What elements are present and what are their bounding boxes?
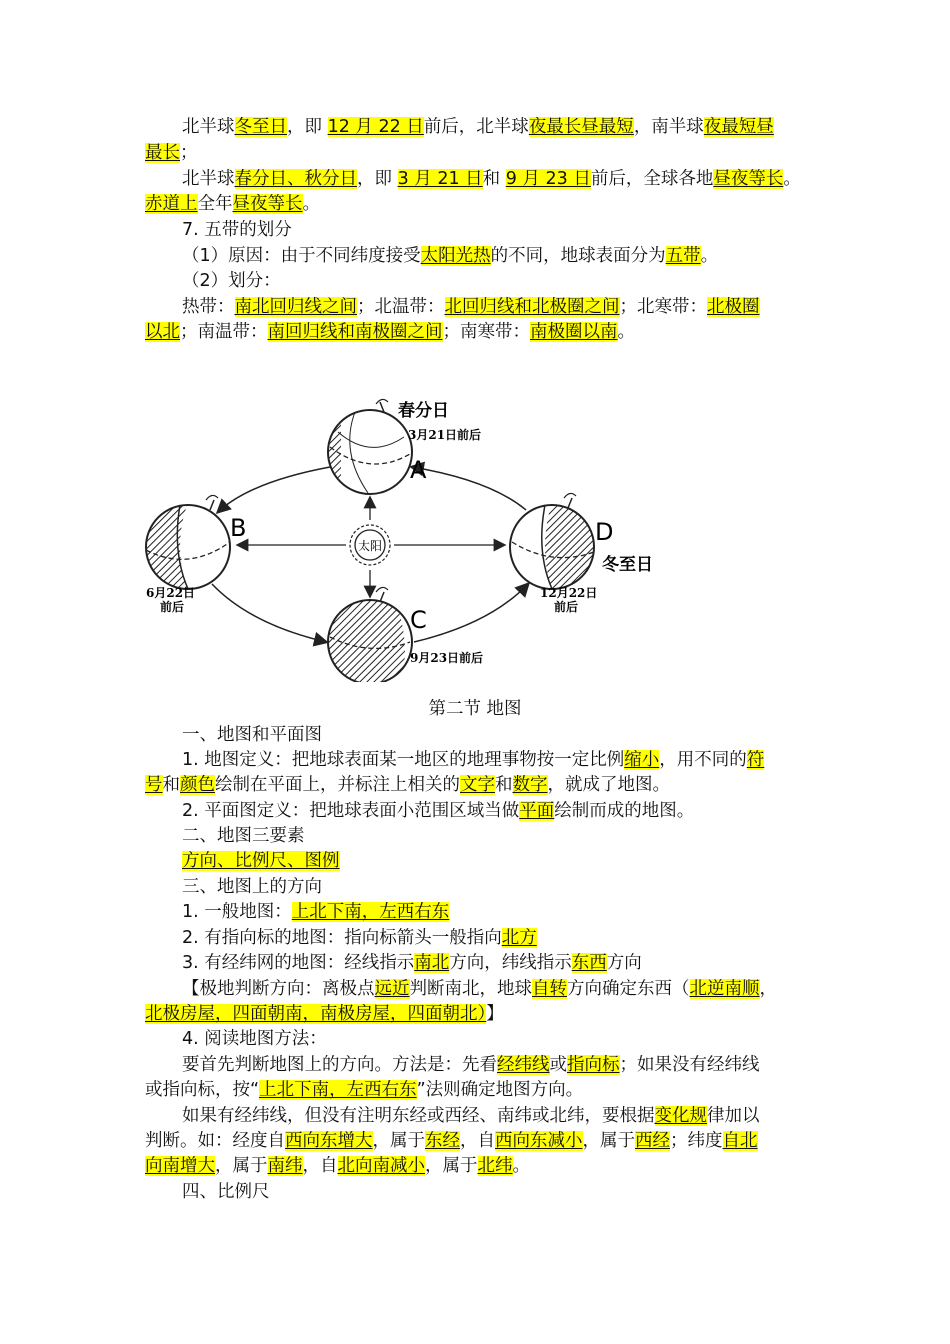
plain-text: 北半球 [182, 169, 235, 189]
plain-text: ，即 [287, 117, 328, 137]
label-c: C [410, 606, 427, 634]
plain-text: 和 [162, 775, 180, 795]
plain-text: ，自 [302, 1156, 338, 1176]
orbit-arrow-cd [414, 584, 528, 642]
plain-text: 或指向标，按“ [145, 1080, 260, 1100]
highlighted-text: 最长 [145, 143, 180, 163]
highlighted-text: 北极圈 [707, 297, 760, 317]
highlighted-text: 北逆南顺 [689, 979, 760, 999]
highlighted-text: 北方 [501, 928, 537, 948]
highlighted-text: 春分日、秋分日 [234, 169, 357, 189]
highlighted-text: 文字 [460, 775, 495, 795]
winter-title: 冬至日 [602, 555, 653, 575]
text-line [182, 1026, 852, 1052]
text-line [182, 823, 852, 849]
plain-text: 方向，纬线指示 [449, 953, 572, 973]
plain-text: 要首先判断地图上的方向。方法是：先看 [182, 1055, 497, 1075]
highlighted-text: 夜最长昼最短 [528, 117, 634, 137]
text-line [182, 747, 852, 773]
plain-text: ；南温带： [180, 322, 268, 342]
winter-date: 12月22日 [540, 586, 598, 600]
highlighted-text: 冬至日 [234, 117, 287, 137]
plain-text: 1. 一般地图： [182, 902, 292, 922]
text-line [145, 1077, 815, 1103]
plain-text: 4. 阅读地图方法： [182, 1029, 327, 1049]
highlighted-text: 指向标 [567, 1055, 620, 1075]
highlighted-text: 上北下南，左西右东 [259, 1080, 417, 1100]
highlighted-text: 东经 [425, 1131, 460, 1151]
earth-b-icon [140, 495, 230, 592]
label-d: D [595, 518, 614, 546]
label-a: A [410, 456, 427, 484]
plain-text: ， [759, 979, 777, 999]
highlighted-text: 西经 [635, 1131, 670, 1151]
plain-text: 判断南北，地球 [409, 979, 532, 999]
highlighted-text: 以北 [145, 322, 180, 342]
label-b: B [230, 514, 247, 542]
highlighted-text: 西向东减小 [495, 1131, 583, 1151]
plain-text: 1. 地图定义：把地球表面某一地区的地理事物按一定比例 [182, 750, 625, 770]
earth-revolution-diagram [140, 392, 660, 682]
highlighted-text: 南回归线和南极圈之间 [267, 322, 443, 342]
text-line [182, 268, 852, 294]
highlighted-text: 远近 [374, 979, 410, 999]
text-line [145, 319, 815, 345]
highlighted-text: 3 月 21 日 [397, 169, 483, 189]
sun-label: 太阳 [357, 539, 383, 553]
plain-text: ；北温带： [357, 297, 445, 317]
plain-text: 四、比例尺 [182, 1182, 270, 1202]
plain-text: 北半球 [182, 117, 235, 137]
plain-text: 绘制而成的地图。 [554, 801, 695, 821]
spring-date: 3月21日前后 [408, 428, 482, 442]
plain-text: 律加以 [707, 1106, 760, 1126]
plain-text: 【极地判断方向：离极点 [182, 979, 375, 999]
text-line [145, 191, 815, 217]
plain-text: 绘制在平面上，并标注上相关的 [215, 775, 460, 795]
plain-text: ，属于 [372, 1131, 425, 1151]
highlighted-text: 南纬 [267, 1156, 303, 1176]
plain-text: ，属于 [425, 1156, 478, 1176]
highlighted-text: 北纬 [477, 1156, 513, 1176]
plain-text: 和 [495, 775, 513, 795]
plain-text: 判断。如：经度自 [145, 1131, 285, 1151]
plain-text: 。 [700, 246, 719, 266]
text-line [145, 1128, 815, 1154]
sun-icon [350, 525, 390, 565]
summer-date-2: 前后 [160, 600, 185, 614]
winter-date-2: 前后 [554, 600, 579, 614]
plain-text: ，属于 [582, 1131, 635, 1151]
text-line [182, 217, 852, 243]
plain-text: ；南寒带： [442, 322, 530, 342]
plain-text: 方向 [606, 953, 642, 973]
plain-text: 7. 五带的划分 [182, 220, 292, 240]
text-line [145, 772, 815, 798]
orbit-arrow-da [412, 467, 526, 510]
text-line [182, 1052, 852, 1078]
text-line [145, 1001, 815, 1027]
plain-text: ，属于 [215, 1156, 268, 1176]
highlighted-text: 北极房屋，四面朝南，南极房屋，四面朝北） [145, 1004, 487, 1024]
text-line [182, 1179, 852, 1205]
text-line [182, 848, 852, 874]
plain-text: 3. 有经纬网的地图：经线指示 [182, 953, 415, 973]
highlighted-text: 太阳光热 [420, 246, 491, 266]
text-line [182, 798, 852, 824]
plain-text: ，自 [460, 1131, 495, 1151]
highlighted-text: 向南增大 [145, 1156, 215, 1176]
highlighted-text: 赤道上 [145, 194, 198, 214]
highlighted-text: 自北 [722, 1131, 758, 1151]
plain-text: 和 [482, 169, 506, 189]
highlighted-text: 变化规 [654, 1106, 707, 1126]
highlighted-text: 自转 [532, 979, 567, 999]
highlighted-text: 东西 [571, 953, 607, 973]
plain-text: 前后，全球各地 [590, 169, 714, 189]
text-line [182, 722, 852, 748]
text-line [145, 140, 815, 166]
section-title: 第二节 地图 [428, 699, 522, 719]
highlighted-text: 上北下南，左西右东 [291, 902, 450, 922]
text-line [182, 950, 852, 976]
text-line [182, 976, 852, 1002]
highlighted-text: 号 [145, 775, 163, 795]
plain-text: 一、地图和平面图 [182, 725, 322, 745]
plain-text: 。 [617, 322, 635, 342]
plain-text: （1）原因：由于不同纬度接受 [182, 246, 421, 266]
plain-text: ；如果没有经纬线 [619, 1055, 760, 1075]
highlighted-text: 颜色 [180, 775, 215, 795]
plain-text: 三、地图上的方向 [182, 877, 322, 897]
highlighted-text: 北回归线和北极圈之间 [444, 297, 620, 317]
highlighted-text: 方向、比例尺、图例 [182, 851, 340, 871]
highlighted-text: 数字 [512, 775, 548, 795]
highlighted-text: 平面 [519, 801, 555, 821]
autumn-date: 9月23日前后 [410, 651, 484, 665]
highlighted-text: 经纬线 [497, 1055, 550, 1075]
plain-text: ；北寒带： [619, 297, 707, 317]
summer-date: 6月22日 [146, 586, 196, 600]
plain-text: 热带： [182, 297, 235, 317]
highlighted-text: 南极圈以南 [530, 322, 618, 342]
text-line [182, 899, 852, 925]
plain-text: 如果有经纬线，但没有注明东经或西经、南纬或北纬，要根据 [182, 1106, 655, 1126]
text-line [182, 294, 852, 320]
highlighted-text: 北向南减小 [337, 1156, 425, 1176]
text-line [182, 243, 852, 269]
orbit-arrow-bc [212, 584, 326, 642]
highlighted-text: 五带 [665, 246, 701, 266]
text-line [182, 1103, 852, 1129]
highlighted-text: 夜最短昼 [703, 117, 774, 137]
plain-text: ，就成了地图。 [547, 775, 670, 795]
plain-text: 】 [486, 1004, 504, 1024]
earth-c-icon [325, 587, 430, 682]
text-line [182, 114, 852, 140]
plain-text: 。 [302, 194, 320, 214]
highlighted-text: 9 月 23 日 [505, 169, 591, 189]
plain-text: ，即 [357, 169, 398, 189]
plain-text: 或 [549, 1055, 567, 1075]
plain-text: 全年 [197, 194, 233, 214]
orbit-arrow-ab [218, 467, 330, 512]
plain-text: （2）划分： [182, 271, 281, 291]
plain-text: ，南半球 [633, 117, 704, 137]
text-line [182, 925, 852, 951]
plain-text: 2. 平面图定义：把地球表面小范围区域当做 [182, 801, 520, 821]
plain-text: 。 [512, 1156, 530, 1176]
plain-text: 前后，北半球 [423, 117, 529, 137]
spring-title: 春分日 [398, 401, 449, 421]
plain-text: 。 [783, 169, 801, 189]
plain-text: ，用不同的 [659, 750, 747, 770]
highlighted-text: 符 [746, 750, 765, 770]
text-line [145, 1153, 815, 1179]
plain-text: 2. 有指向标的地图：指向标箭头一般指向 [182, 928, 502, 948]
plain-text: 的不同，地球表面分为 [490, 246, 666, 266]
highlighted-text: 南北 [414, 953, 450, 973]
highlighted-text: 西向东增大 [285, 1131, 373, 1151]
plain-text: 二、地图三要素 [182, 826, 305, 846]
highlighted-text: 昼夜等长 [232, 194, 303, 214]
plain-text: ；纬度 [670, 1131, 723, 1151]
plain-text: 方向确定东西（ [567, 979, 690, 999]
plain-text: ； [180, 143, 198, 163]
plain-text: ”法则确定地图方向。 [416, 1080, 584, 1100]
text-line [182, 166, 852, 192]
highlighted-text: 缩小 [624, 750, 660, 770]
highlighted-text: 12 月 22 日 [327, 117, 424, 137]
text-line [182, 874, 852, 900]
highlighted-text: 昼夜等长 [713, 169, 784, 189]
highlighted-text: 南北回归线之间 [234, 297, 357, 317]
